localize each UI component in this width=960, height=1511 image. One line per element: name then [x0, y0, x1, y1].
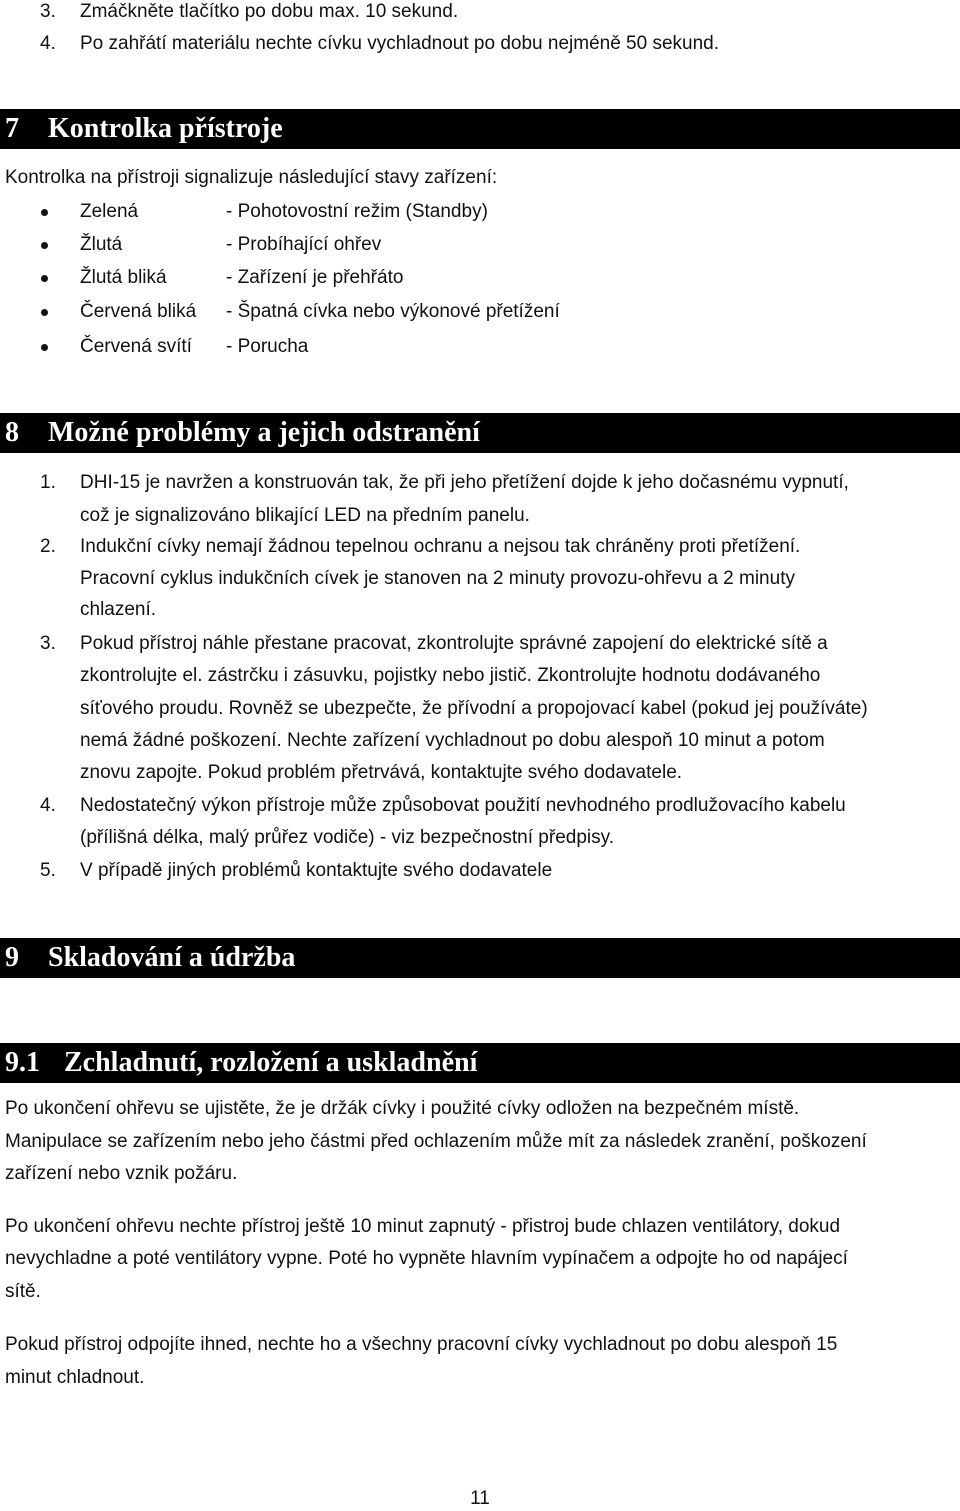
list-text-continued: (přílišná délka, malý průřez vodiče) - viz bezpečnostní předpisy. [80, 827, 614, 848]
list-text: Indukční cívky nemají žádnou tepelnou ochranu a nejsou tak chráněny proti přetížení. [80, 536, 801, 557]
list-text: Nedostatečný výkon přístroje může způsobovat použití nevhodného prodlužovacího kabelu [80, 795, 846, 816]
section-title: Skladování a údržba [48, 942, 296, 973]
list-text: Pokud přístroj náhle přestane pracovat, zkontrolujte správné zapojení do elektrické sítě a [80, 633, 828, 654]
paragraph-line: minut chladnout. [5, 1367, 145, 1388]
list-text-continued: chlazení. [80, 599, 157, 620]
section-title: Možné problémy a jejich odstranění [48, 417, 480, 448]
status-meaning: - Zařízení je přehřáto [226, 267, 404, 288]
section-title: Zchladnutí, rozložení a uskladnění [64, 1047, 478, 1078]
paragraph-line: Manipulace se zařízením nebo jeho částmi před ochlazením může mít za následek zranění, poškození [5, 1131, 867, 1152]
list-text-continued: Pracovní cyklus indukčních cívek je stanoven na 2 minuty provozu-ohřevu a 2 minuty [80, 568, 795, 589]
status-color: Žlutá bliká [80, 267, 167, 288]
status-meaning: - Pohotovostní režim (Standby) [226, 201, 488, 222]
bullet-icon [41, 275, 48, 282]
bullet-icon [41, 209, 48, 216]
page-number: 11 [470, 1488, 490, 1509]
list-text-continued: což je signalizováno blikající LED na předním panelu. [80, 505, 530, 526]
paragraph-line: Pokud přístroj odpojíte ihned, nechte ho a všechny pracovní cívky vychladnout po dobu alespoň 15 [5, 1334, 838, 1355]
paragraph-line: nevychladne a poté ventilátory vypne. Poté ho vypněte hlavním vypínačem a odpojte ho od napájecí [5, 1248, 848, 1269]
list-number: 4. [40, 795, 56, 816]
list-number: 3. [40, 1, 56, 22]
list-text-continued: síťového proudu. Rovněž se ubezpečte, že přívodní a propojovací kabel (pokud jej používáte) [80, 698, 868, 719]
status-color: Zelená [80, 201, 139, 222]
list-text-continued: zkontrolujte el. zástrčku i zásuvku, pojistky nebo jistič. Zkontrolujte hodnotu dodávaného [80, 665, 821, 686]
section-9-1-heading [0, 1043, 960, 1083]
paragraph-line: Po ukončení ohřevu se ujistěte, že je držák cívky i použité cívky odložen na bezpečném místě. [5, 1098, 800, 1119]
status-meaning: - Probíhající ohřev [226, 234, 382, 255]
section-9-heading [0, 938, 960, 978]
section-number: 9.1 [5, 1047, 40, 1078]
bullet-icon [41, 344, 48, 351]
list-text: Po zahřátí materiálu nechte cívku vychladnout po dobu nejméně 50 sekund. [80, 33, 720, 54]
section-7-intro: Kontrolka na přístroji signalizuje následující stavy zařízení: [5, 167, 498, 188]
status-color: Červená bliká [80, 301, 197, 322]
list-number: 2. [40, 536, 56, 557]
section-number: 7 [5, 113, 19, 144]
section-8-heading [0, 413, 960, 453]
bullet-icon [41, 242, 48, 249]
list-text: Zmáčkněte tlačítko po dobu max. 10 sekund. [80, 1, 459, 22]
section-7-heading [0, 109, 960, 149]
status-color: Červená svítí [80, 336, 192, 357]
status-meaning: - Porucha [226, 336, 309, 357]
list-text: V případě jiných problémů kontaktujte svého dodavatele [80, 860, 553, 881]
section-number: 9 [5, 942, 19, 973]
list-number: 1. [40, 472, 56, 493]
list-number: 4. [40, 33, 56, 54]
section-title: Kontrolka přístroje [48, 113, 283, 144]
list-text: DHI-15 je navržen a konstruován tak, že při jeho přetížení dojde k jeho dočasnému vypnutí, [80, 472, 849, 493]
list-text-continued: nemá žádné poškození. Nechte zařízení vychladnout po dobu alespoň 10 minut a potom [80, 730, 825, 751]
paragraph-line: zařízení nebo vznik požáru. [5, 1163, 238, 1184]
status-meaning: - Špatná cívka nebo výkonové přetížení [226, 301, 560, 322]
paragraph-line: Po ukončení ohřevu nechte přístroj ještě 10 minut zapnutý - přistroj bude chlazen ventilátory, dokud [5, 1216, 841, 1237]
list-text-continued: znovu zapojte. Pokud problém přetrvává, kontaktujte svého dodavatele. [80, 762, 683, 783]
paragraph-line: sítě. [5, 1281, 41, 1302]
list-number: 5. [40, 860, 56, 881]
status-color: Žlutá [80, 234, 123, 255]
list-number: 3. [40, 633, 56, 654]
bullet-icon [41, 309, 48, 316]
section-number: 8 [5, 417, 19, 448]
